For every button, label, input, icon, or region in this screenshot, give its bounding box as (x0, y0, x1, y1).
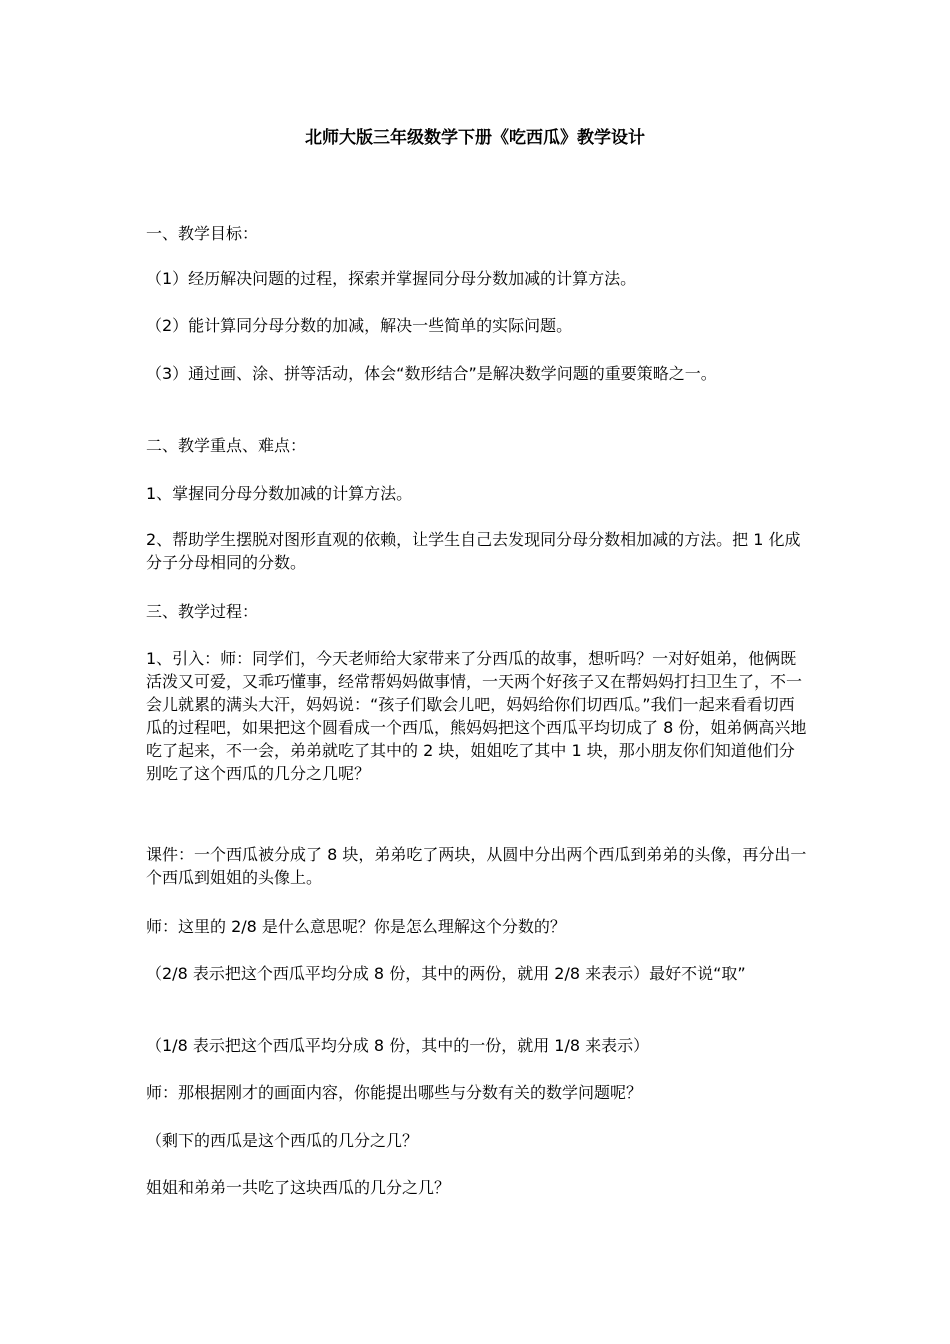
courseware-note: 课件：一个西瓜被分成了 8 块，弟弟吃了两块，从圆中分出两个西瓜到弟弟的头像，再分出一个西瓜到姐姐的头像上。 (146, 845, 807, 887)
teacher-question-1: 师：这里的 2/8 是什么意思呢？你是怎么理解这个分数的？ (146, 917, 566, 936)
section-heading-objectives: 一、教学目标： (146, 224, 259, 243)
process-intro: 1、引入：师：同学们，今天老师给大家带来了分西瓜的故事，想听吗？一对好姐弟，他俩既活泼又可爱，又乖巧懂事，经常帮妈妈做事情，一天两个好孩子又在帮妈妈打扫卫生了，不一会儿就累的满头大汗，妈妈说：“孩子们歇会儿吧，妈妈给你们切西瓜。”我们一起来看看切西瓜的过程吧，如果把这个圆看成一个西瓜，熊妈妈把这个西瓜平均切成了 8 份，姐弟俩高兴地吃了起来，不一会，弟弟就吃了其中的 2 块，姐姐吃了其中 1 块，那小朋友你们知道他们分别吃了这个西瓜的几分之几呢？ (146, 649, 807, 783)
key-point-1: 1、掌握同分母分数加减的计算方法。 (146, 484, 413, 503)
student-answer-1: （2/8 表示把这个西瓜平均分成 8 份，其中的两份，就用 2/8 来表示）最好不说“取” (146, 964, 746, 983)
objective-3: （3）通过画、涂、拼等活动，体会“数形结合”是解决数学问题的重要策略之一。 (146, 364, 717, 383)
section-heading-key-points: 二、教学重点、难点： (146, 436, 307, 455)
section-heading-process: 三、教学过程： (146, 602, 259, 621)
student-answer-2: （1/8 表示把这个西瓜平均分成 8 份，其中的一份，就用 1/8 来表示） (146, 1036, 650, 1055)
document-title: 北师大版三年级数学下册《吃西瓜》教学设计 (305, 128, 645, 148)
key-point-2: 2、帮助学生摆脱对图形直观的依赖，让学生自己去发现同分母分数相加减的方法。把 1 化成分子分母相同的分数。 (146, 530, 801, 572)
student-question-2: 姐姐和弟弟一共吃了这块西瓜的几分之几？ (146, 1178, 451, 1197)
objective-1: （1）经历解决问题的过程，探索并掌握同分母分数加减的计算方法。 (146, 269, 637, 288)
objective-2: （2）能计算同分母分数的加减，解决一些简单的实际问题。 (146, 316, 573, 335)
student-question-1: （剩下的西瓜是这个西瓜的几分之几？ (146, 1131, 419, 1150)
teacher-question-2: 师：那根据刚才的画面内容，你能提出哪些与分数有关的数学问题呢？ (146, 1083, 643, 1102)
